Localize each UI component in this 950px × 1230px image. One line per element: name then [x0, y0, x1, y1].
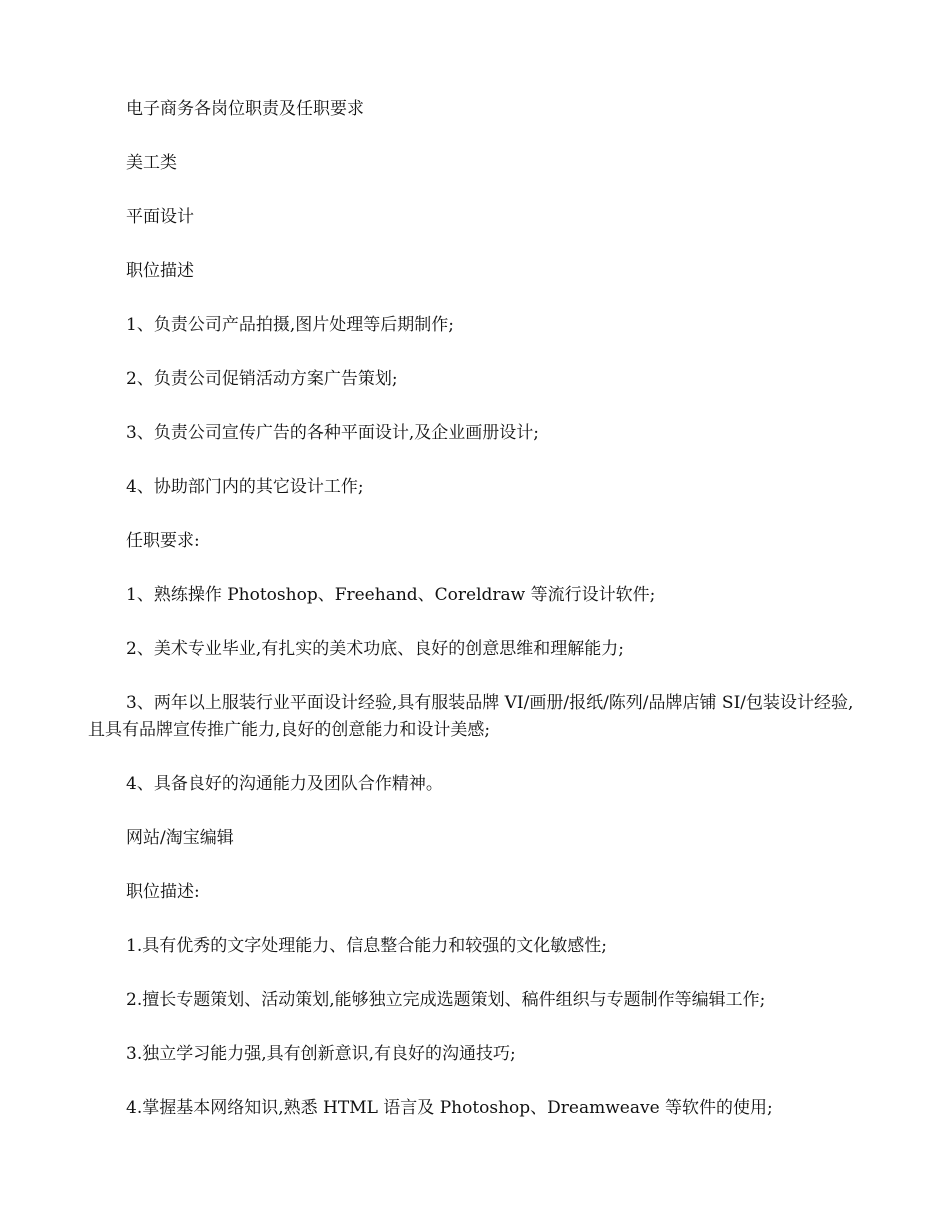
job-title-web-editor: 网站/淘宝编辑 — [126, 828, 234, 848]
list-item: 4.掌握基本网络知识,熟悉 HTML 语言及 Photoshop、Dreamweave 等软件的使用; — [126, 1098, 773, 1118]
list-item: 4、协助部门内的其它设计工作; — [126, 477, 364, 497]
list-item: 2、美术专业毕业,有扎实的美术功底、良好的创意思维和理解能力; — [126, 639, 624, 659]
list-item: 2、负责公司促销活动方案广告策划; — [126, 369, 398, 389]
job-title-graphic-design: 平面设计 — [126, 207, 194, 227]
section-heading-art: 美工类 — [126, 153, 177, 173]
subheading-job-description: 职位描述 — [126, 261, 194, 281]
list-item: 3、两年以上服装行业平面设计经验,具有服装品牌 VI/画册/报纸/陈列/品牌店铺 SI/包装设计经验,且具有品牌宣传推广能力,良好的创意能力和设计美感; — [88, 693, 854, 740]
list-item: 4、具备良好的沟通能力及团队合作精神。 — [126, 774, 443, 794]
list-item: 1、熟练操作 Photoshop、Freehand、Coreldraw 等流行设计软件; — [126, 585, 656, 605]
document-title: 电子商务各岗位职责及任职要求 — [126, 99, 364, 119]
list-item: 3、负责公司宣传广告的各种平面设计,及企业画册设计; — [126, 423, 539, 443]
list-item: 1.具有优秀的文字处理能力、信息整合能力和较强的文化敏感性; — [126, 936, 607, 956]
document-body — [88, 96, 863, 1149]
subheading-job-description: 职位描述: — [126, 882, 200, 902]
subheading-requirements: 任职要求: — [126, 531, 200, 551]
list-item: 1、负责公司产品拍摄,图片处理等后期制作; — [126, 315, 454, 335]
list-item: 3.独立学习能力强,具有创新意识,有良好的沟通技巧; — [126, 1044, 516, 1064]
list-item: 2.擅长专题策划、活动策划,能够独立完成选题策划、稿件组织与专题制作等编辑工作; — [126, 990, 766, 1010]
